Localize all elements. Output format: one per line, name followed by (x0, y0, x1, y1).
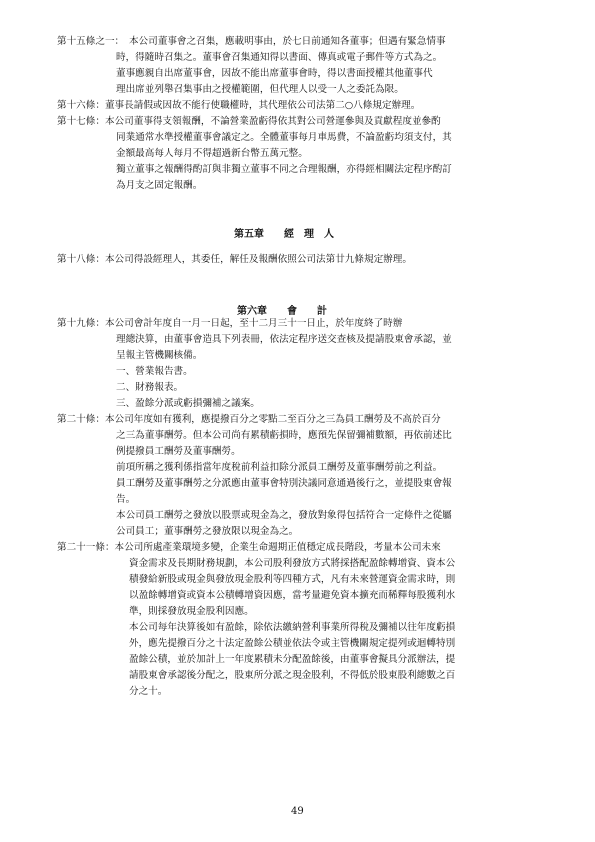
text-line: 第十七條：本公司董事得支領報酬，不論營業盈虧得依其對公司營運參與及貢獻程度並參酌 (57, 116, 441, 127)
text-line: 請股東會承認後分配之，股東所分派之現金股利，不得低於股東股利總數之百 (129, 670, 456, 681)
text-line: 準，則採發放現金股利因應。 (129, 606, 254, 617)
text-line: 第十五條之一： 本公司董事會之召集，應載明事由，於七日前通知各董事；但遇有緊急情事 (57, 36, 446, 47)
text-line: 本公司員工酬勞之發放以股票或現金為之，發放對象得包括符合一定條件之從屬 (116, 510, 452, 521)
chapter-heading: 第六章 會 計 (237, 306, 327, 317)
text-line: 理總決算，由董事會造具下列表冊，依法定程序送交查核及提請股東會承認，並 (116, 334, 452, 345)
text-line: 本公司每年決算後如有盈餘，除依法繳納營利事業所得稅及彌補以往年度虧損 (129, 622, 456, 633)
text-line: 外，應先提撥百分之十法定盈餘公積並依法令或主管機關規定提列或迴轉特別 (129, 638, 456, 649)
text-line: 第二十條：本公司年度如有獲利，應提撥百分之零點二至百分之三為員工酬勞及不高於百分 (57, 414, 441, 425)
text-line: 第十六條：董事長請假或因故不能行使職權時，其代理依公司法第二○八條規定辦理。 (57, 100, 421, 111)
page-number: 49 (291, 806, 304, 817)
list-item: 二、財務報表。 (116, 382, 184, 393)
text-line: 金額最高每人每月不得超過新台幣五萬元整。 (116, 148, 308, 159)
text-line: 董事應親自出席董事會，因故不能出席董事會時，得以書面授權其他董事代 (116, 68, 433, 79)
text-line: 例提撥員工酬勞及董事酬勞。 (116, 446, 241, 457)
text-line: 時，得隨時召集之。董事會召集通知得以書面、傳真或電子郵件等方式為之。 (116, 52, 443, 63)
text-line: 資金需求及長期財務規劃，本公司股利發放方式將採搭配盈餘轉增資、資本公 (129, 558, 456, 569)
chapter-heading: 第五章 經 理 人 (234, 229, 334, 240)
text-line: 公司員工；董事酬勞之發放限以現金為之。 (116, 526, 299, 537)
text-line: 積發給新股或現金與發放現金股利等四種方式，凡有未來營運資金需求時，則 (129, 574, 456, 585)
list-item: 一、營業報告書。 (116, 366, 193, 377)
text-line: 第十九條：本公司會計年度自一月一日起，至十二月三十一日止，於年度終了時辦 (57, 318, 403, 329)
text-line: 獨立董事之報酬得酌訂與非獨立董事不同之合理報酬，亦得經相關法定程序酌訂 (116, 164, 452, 175)
text-line: 分之十。 (129, 686, 168, 697)
text-line: 同業通常水準授權董事會議定之。全體董事每月車馬費，不論盈虧均須支付，其 (116, 132, 452, 143)
text-line: 盈餘公積，並於加計上一年度累積未分配盈餘後，由董事會擬具分派辦法，提 (129, 654, 456, 665)
text-line: 理出席並列舉召集事由之授權範圍，但代理人以受一人之委託為限。 (116, 84, 404, 95)
text-line: 之三為董事酬勞。但本公司尚有累積虧損時，應預先保留彌補數額，再依前述比 (116, 430, 452, 441)
text-line: 員工酬勞及董事酬勞之分派應由董事會特別決議同意通過後行之，並提股東會報 (116, 478, 452, 489)
text-line: 以盈餘轉增資或資本公積轉增資因應，當考量避免資本擴充而稀釋每股獲利水 (129, 590, 456, 601)
text-line: 告。 (116, 494, 136, 505)
text-line: 前項所稱之獲利係指當年度稅前利益扣除分派員工酬勞及董事酬勞前之利益。 (116, 462, 443, 473)
list-item: 三、盈餘分派或虧損彌補之議案。 (116, 398, 260, 409)
text-line: 第二十一條：本公司所處產業環境多變，企業生命週期正值穩定成長階段，考量本公司未來 (57, 542, 441, 553)
text-line: 呈報主管機關核備。 (116, 350, 203, 361)
text-line: 為月支之固定報酬。 (116, 180, 203, 191)
text-line: 第十八條：本公司得設經理人，其委任，解任及報酬依照公司法第廿九條規定辦理。 (57, 254, 412, 265)
